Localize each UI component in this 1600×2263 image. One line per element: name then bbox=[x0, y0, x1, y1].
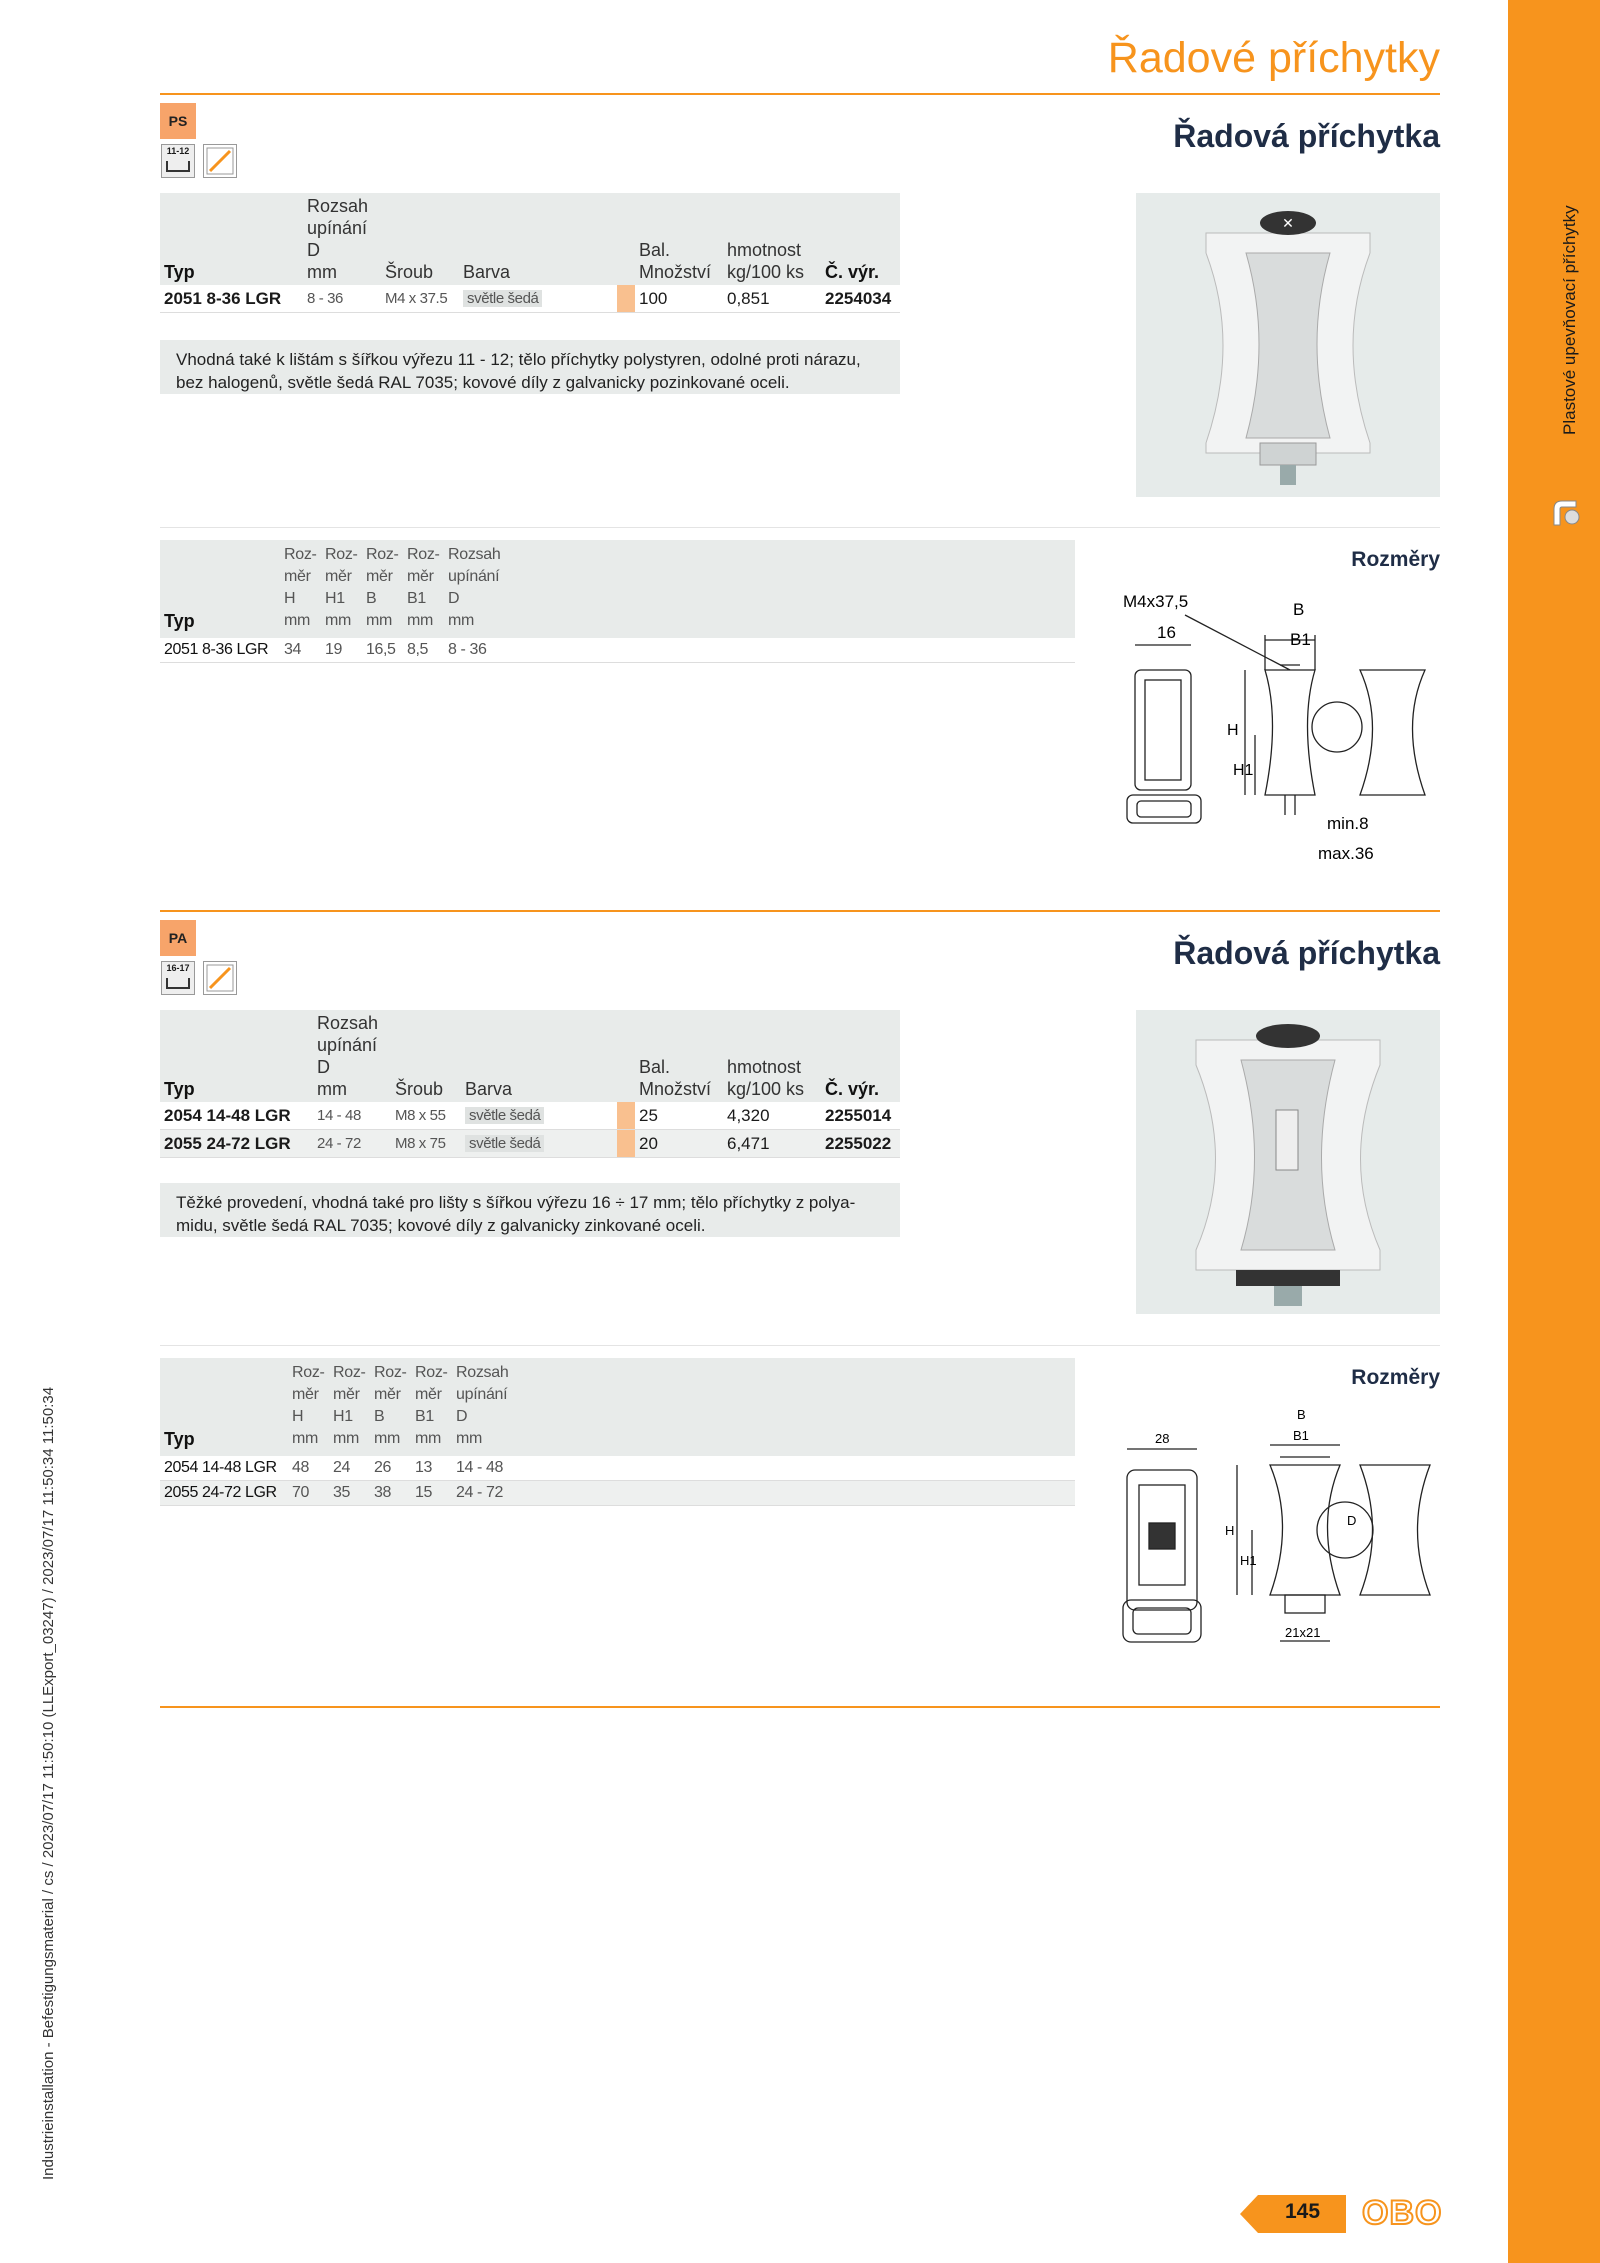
cell-cvyr: 2255014 bbox=[821, 1102, 900, 1130]
cell-hmotnost: 6,471 bbox=[723, 1130, 821, 1158]
dim-cell-d: 14 - 48 bbox=[452, 1456, 1075, 1481]
dim-h-l1: Roz- bbox=[284, 546, 317, 563]
col-hmotnost bbox=[723, 1010, 821, 1102]
label-screw: M4x37,5 bbox=[1123, 592, 1189, 611]
product-note bbox=[160, 1183, 900, 1237]
dim-cell-b: 26 bbox=[370, 1456, 411, 1481]
product-badge: PA bbox=[160, 920, 196, 956]
dims-title: Rozměry bbox=[1351, 1366, 1440, 1389]
product-badge: PS bbox=[160, 103, 196, 139]
dim-h1-l4: mm bbox=[333, 1430, 360, 1447]
label-bottom: 21x21 bbox=[1285, 1625, 1321, 1640]
cell-sroub: M8 x 55 bbox=[391, 1102, 461, 1130]
note-line1: Vhodná také k lištám s šířkou výřezu 11 - 12; tělo příchytky polystyren, odolné proti nárazu, bbox=[176, 350, 861, 369]
table-row bbox=[160, 1130, 900, 1158]
col-cvyr: Č. výr. bbox=[825, 1079, 880, 1099]
cell-hmotnost: 0,851 bbox=[723, 285, 821, 313]
label-width: 16 bbox=[1157, 623, 1176, 642]
table-row bbox=[160, 638, 1075, 663]
dim-col-b1 bbox=[411, 1361, 452, 1451]
dim-d-l1: Rozsah bbox=[456, 1364, 509, 1381]
cell-bal: 25 bbox=[635, 1102, 723, 1130]
cell-sroub: M4 x 37.5 bbox=[381, 285, 459, 313]
color-chip: světle šedá bbox=[463, 290, 542, 307]
rail-width-label: 16-17 bbox=[166, 963, 190, 973]
cell-typ: 2051 8-36 LGR bbox=[160, 285, 303, 313]
section-title: Řadová příchytka bbox=[1173, 935, 1440, 971]
dim-b1-l4: mm bbox=[415, 1430, 442, 1447]
col-rozsah-line3: D bbox=[307, 240, 320, 260]
section-title: Řadová příchytka bbox=[1173, 118, 1440, 154]
cell-marker bbox=[617, 1102, 635, 1130]
dim-cell-h: 48 bbox=[288, 1456, 329, 1481]
cell-rozsah: 14 - 48 bbox=[313, 1102, 391, 1130]
dim-h-l4: mm bbox=[292, 1430, 319, 1447]
col-rozsah-line2: upínání bbox=[307, 218, 368, 238]
label-b1: B1 bbox=[1293, 1428, 1309, 1443]
dim-h1-l1: Roz- bbox=[333, 1364, 366, 1381]
dim-d-l1: Rozsah bbox=[448, 546, 501, 563]
dim-h-l1: Roz- bbox=[292, 1364, 325, 1381]
dims-table-rows bbox=[160, 638, 1075, 663]
dim-cell-typ: 2055 24-72 LGR bbox=[160, 1481, 288, 1506]
col-hmotnost bbox=[723, 193, 821, 285]
col-sroub: Šroub bbox=[395, 1079, 444, 1099]
dim-cell-b1: 8,5 bbox=[403, 638, 444, 663]
note-line1: Těžké provedení, vhodná také pro lišty s šířkou výřezu 16 ÷ 17 mm; tělo příchytky z polya- bbox=[176, 1193, 856, 1212]
dim-b-l3: B bbox=[374, 1408, 385, 1425]
note-line2: midu, světle šedá RAL 7035; kovové díly z galvanicky zinkované oceli. bbox=[176, 1216, 706, 1235]
cell-barva bbox=[461, 1102, 617, 1130]
product-photo bbox=[1136, 193, 1440, 497]
note-line2: bez halogenů, světle šedá RAL 7035; kovové díly z galvanicky pozinkované oceli. bbox=[176, 373, 790, 392]
dim-cell-b1: 15 bbox=[411, 1481, 452, 1506]
label-b: B bbox=[1297, 1407, 1306, 1422]
page-number: 145 bbox=[1285, 2200, 1321, 2223]
halogen-free-icon bbox=[203, 144, 237, 178]
product-note bbox=[160, 340, 900, 394]
dim-cell-h1: 35 bbox=[329, 1481, 370, 1506]
dim-h-l3: H bbox=[284, 590, 296, 607]
dim-cell-d: 24 - 72 bbox=[452, 1481, 1075, 1506]
label-h: H bbox=[1225, 1523, 1235, 1538]
table-row bbox=[160, 1102, 900, 1130]
dims-table-rows bbox=[160, 1456, 1075, 1506]
cell-bal: 20 bbox=[635, 1130, 723, 1158]
col-hm-line2: kg/100 ks bbox=[727, 1079, 805, 1099]
dim-col-d bbox=[452, 1361, 520, 1451]
dim-b-l2: měr bbox=[366, 568, 393, 585]
dim-d-l4: mm bbox=[448, 612, 475, 629]
dim-h1-l3: H1 bbox=[325, 590, 345, 607]
dim-h1-l3: H1 bbox=[333, 1408, 353, 1425]
cell-barva bbox=[459, 285, 617, 313]
color-chip: světle šedá bbox=[465, 1135, 544, 1152]
logo-text: OBO bbox=[1362, 2194, 1443, 2232]
side-bar bbox=[1508, 0, 1600, 2263]
product-table bbox=[160, 1010, 900, 1158]
table-row bbox=[160, 1481, 1075, 1506]
dim-b1-l3: B1 bbox=[407, 590, 426, 607]
col-rozsah bbox=[313, 1010, 391, 1102]
col-rozsah-line1: Rozsah bbox=[317, 1013, 379, 1033]
dim-col-h bbox=[280, 543, 321, 633]
label-h: H bbox=[1227, 722, 1239, 739]
dim-col-d bbox=[444, 543, 512, 633]
dim-h1-l4: mm bbox=[325, 612, 352, 629]
halogen-free-icon bbox=[203, 961, 237, 995]
dim-d-l2: upínání bbox=[448, 568, 500, 585]
dim-h1-l2: měr bbox=[325, 568, 352, 585]
dim-h-l2: měr bbox=[284, 568, 311, 585]
section-divider bbox=[160, 1345, 1440, 1346]
dim-cell-b: 16,5 bbox=[362, 638, 403, 663]
cell-hmotnost: 4,320 bbox=[723, 1102, 821, 1130]
cell-bal: 100 bbox=[635, 285, 723, 313]
label-width: 28 bbox=[1155, 1431, 1170, 1446]
col-rozsah-line2: upínání bbox=[317, 1035, 378, 1055]
dim-col-typ: Typ bbox=[164, 1429, 195, 1449]
dim-b-l4: mm bbox=[366, 612, 393, 629]
dim-b1-l3: B1 bbox=[415, 1408, 434, 1425]
dim-cell-h: 70 bbox=[288, 1481, 329, 1506]
dim-b-l3: B bbox=[366, 590, 377, 607]
dim-b1-l2: měr bbox=[407, 568, 434, 585]
cell-sroub: M8 x 75 bbox=[391, 1130, 461, 1158]
col-typ: Typ bbox=[164, 262, 195, 282]
col-sroub: Šroub bbox=[385, 262, 434, 282]
dimension-drawing bbox=[1115, 1405, 1445, 1660]
rail-width-label: 11-12 bbox=[166, 146, 190, 156]
section-divider bbox=[160, 527, 1440, 528]
dim-cell-h: 34 bbox=[280, 638, 321, 663]
col-bal bbox=[635, 193, 723, 285]
cell-rozsah: 8 - 36 bbox=[303, 285, 381, 313]
col-spacer bbox=[617, 193, 635, 285]
col-barva: Barva bbox=[465, 1079, 513, 1099]
dim-cell-h1: 19 bbox=[321, 638, 362, 663]
rail-width-icon bbox=[161, 961, 195, 995]
dims-table bbox=[160, 1361, 520, 1451]
product-table bbox=[160, 193, 900, 313]
dim-col-b1 bbox=[403, 543, 444, 633]
dim-h1-l2: měr bbox=[333, 1386, 360, 1403]
imprint: Industrieinstallation - Befestigungsmaterial / cs / 2023/07/17 11:50:10 (LLExport_03247) / 2023/07/17 11:50:34 11:50:34 bbox=[40, 1386, 57, 2180]
sidebar-category-label: Plastové upevňovací příchytky bbox=[1560, 205, 1579, 435]
dim-b1-l2: měr bbox=[415, 1386, 442, 1403]
col-bal-line1: Bal. bbox=[639, 1057, 671, 1077]
cell-marker bbox=[617, 1130, 635, 1158]
dim-d-l3: D bbox=[456, 1408, 468, 1425]
dim-cell-b: 38 bbox=[370, 1481, 411, 1506]
svg-text:✕: ✕ bbox=[1282, 216, 1294, 232]
dim-cell-typ: 2054 14-48 LGR bbox=[160, 1456, 288, 1481]
col-spacer bbox=[617, 1010, 635, 1102]
dim-b1-l1: Roz- bbox=[407, 546, 440, 563]
cell-typ: 2055 24-72 LGR bbox=[160, 1130, 313, 1158]
col-cvyr: Č. výr. bbox=[825, 262, 880, 282]
col-rozsah-line4: mm bbox=[307, 262, 337, 282]
dim-b1-l4: mm bbox=[407, 612, 434, 629]
table-row bbox=[160, 285, 900, 313]
table-row bbox=[160, 1456, 1075, 1481]
cell-typ: 2054 14-48 LGR bbox=[160, 1102, 313, 1130]
cell-cvyr: 2254034 bbox=[821, 285, 900, 313]
dim-h-l3: H bbox=[292, 1408, 304, 1425]
label-b: B bbox=[1293, 600, 1305, 619]
dim-cell-d: 8 - 36 bbox=[444, 638, 1075, 663]
col-bal-line2: Množství bbox=[639, 1079, 712, 1099]
col-rozsah-line3: D bbox=[317, 1057, 330, 1077]
col-rozsah-line1: Rozsah bbox=[307, 196, 369, 216]
section-rule bbox=[160, 910, 1440, 912]
rail-width-icon bbox=[161, 144, 195, 178]
dim-b-l4: mm bbox=[374, 1430, 401, 1447]
col-hm-line1: hmotnost bbox=[727, 240, 802, 260]
col-typ: Typ bbox=[164, 1079, 195, 1099]
dims-table bbox=[160, 543, 512, 633]
col-rozsah bbox=[303, 193, 381, 285]
cell-barva bbox=[461, 1130, 617, 1158]
dims-title: Rozměry bbox=[1351, 548, 1440, 571]
label-max: max.36 bbox=[1318, 844, 1374, 863]
dim-col-typ: Typ bbox=[164, 611, 195, 631]
dim-cell-h1: 24 bbox=[329, 1456, 370, 1481]
dim-b1-l1: Roz- bbox=[415, 1364, 448, 1381]
dim-d-l3: D bbox=[448, 590, 460, 607]
section-rule bbox=[160, 1706, 1440, 1708]
product-photo bbox=[1136, 1010, 1440, 1314]
cell-marker bbox=[617, 285, 635, 313]
dim-col-b bbox=[370, 1361, 411, 1451]
dimension-drawing bbox=[1115, 585, 1445, 870]
label-h1: H1 bbox=[1233, 762, 1254, 779]
col-bal bbox=[635, 1010, 723, 1102]
col-hm-line1: hmotnost bbox=[727, 1057, 802, 1077]
dim-col-h1 bbox=[321, 543, 362, 633]
cell-rozsah: 24 - 72 bbox=[313, 1130, 391, 1158]
dim-d-l2: upínání bbox=[456, 1386, 508, 1403]
col-rozsah-line4: mm bbox=[317, 1079, 347, 1099]
dim-h1-l1: Roz- bbox=[325, 546, 358, 563]
dim-cell-b1: 13 bbox=[411, 1456, 452, 1481]
clip-icon bbox=[1548, 495, 1588, 535]
dim-h-l4: mm bbox=[284, 612, 311, 629]
obo-logo bbox=[1362, 2193, 1442, 2233]
dim-h-l2: měr bbox=[292, 1386, 319, 1403]
label-b1: B1 bbox=[1290, 630, 1311, 649]
col-barva: Barva bbox=[463, 262, 511, 282]
page-title: Řadové příchytky bbox=[1107, 34, 1440, 82]
dim-cell-typ: 2051 8-36 LGR bbox=[160, 638, 280, 663]
dim-b-l1: Roz- bbox=[366, 546, 399, 563]
dim-col-b bbox=[362, 543, 403, 633]
dim-d-l4: mm bbox=[456, 1430, 483, 1447]
color-chip: světle šedá bbox=[465, 1107, 544, 1124]
label-h1: H1 bbox=[1240, 1553, 1257, 1568]
dim-b-l2: měr bbox=[374, 1386, 401, 1403]
header-rule bbox=[160, 93, 1440, 95]
col-bal-line2: Množství bbox=[639, 262, 712, 282]
dim-b-l1: Roz- bbox=[374, 1364, 407, 1381]
dim-col-h1 bbox=[329, 1361, 370, 1451]
dim-col-h bbox=[288, 1361, 329, 1451]
col-hm-line2: kg/100 ks bbox=[727, 262, 805, 282]
cell-cvyr: 2255022 bbox=[821, 1130, 900, 1158]
col-bal-line1: Bal. bbox=[639, 240, 671, 260]
label-d: D bbox=[1347, 1513, 1357, 1528]
label-min: min.8 bbox=[1327, 814, 1369, 833]
